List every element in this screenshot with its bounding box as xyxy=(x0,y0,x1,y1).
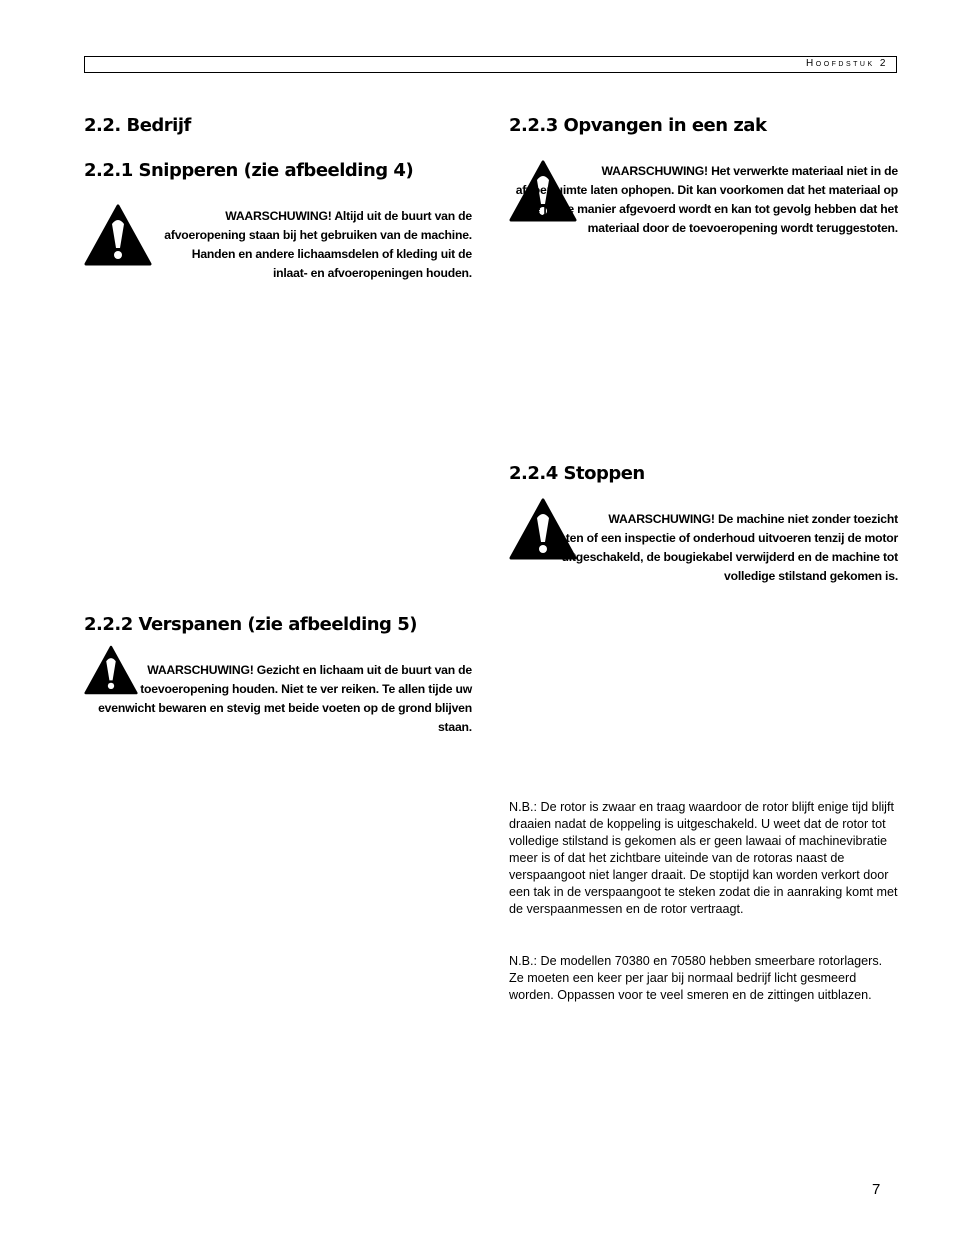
warning-icon xyxy=(84,204,152,266)
warning-text-verspanen: WAARSCHUWING! Gezicht en lichaam uit de buurt van de toevoeropening houden. Niet te ver reiken. Te allen tijde uw evenwicht bewaren en stevig met beide voeten op de grond blijven staan. xyxy=(98,663,472,734)
page-number: 7 xyxy=(872,1181,881,1198)
note-rotor-stop: N.B.: De rotor is zwaar en traag waardoor de rotor blijft enige tijd blijft draaien nadat de koppeling is uitgeschakeld. U weet dat de rotor tot volledige stilstand is gekomen als er geen lawaai of machinevibratie meer is of dat het zichtbare uiteinde van de rotoras naast de verspaangoot niet langer draait. De stoptijd kan worden verkort door een tak in de verspaangoot te steken zodat die in aanraking komt met de verspaanmessen en de rotor vertraagt. xyxy=(509,800,898,916)
section-heading-opvangen: 2.2.3 Opvangen in een zak xyxy=(509,115,767,136)
warning-text-stoppen: WAARSCHUWING! De machine niet zonder toezicht laten of een inspectie of onderhoud uitvoeren tenzij de motor uitgeschakeld, de bougiekabel verwijderd en de machine tot volledige stilstand gekomen is. xyxy=(556,512,898,583)
section-heading-snipperen: 2.2.1 Snipperen (zie afbeelding 4) xyxy=(84,160,414,181)
section-heading-verspanen: 2.2.2 Verspanen (zie afbeelding 5) xyxy=(84,614,417,635)
chapter-label: Hoofdstuk 2 xyxy=(806,58,888,69)
warning-text-snipperen: WAARSCHUWING! Altijd uit de buurt van de afvoeropening staan bij het gebruiken van de machine. Handen en andere lichaamsdelen of kleding uit de inlaat- en afvoeropeningen houden. xyxy=(164,209,472,280)
section-heading-bedrijf: 2.2. Bedrijf xyxy=(84,115,191,136)
chapter-header xyxy=(84,56,897,73)
section-heading-stoppen: 2.2.4 Stoppen xyxy=(509,463,645,484)
note-rotor-lubrication: N.B.: De modellen 70380 en 70580 hebben smeerbare rotorlagers. Ze moeten een keer per jaar bij normaal bedrijf licht gesmeerd worden. Oppassen voor te veel smeren en de zittingen uitblazen. xyxy=(509,954,883,1002)
warning-text-opvangen: WAARSCHUWING! Het verwerkte materiaal niet in de afvoerruimte laten ophopen. Dit kan voorkomen dat het materiaal op de juiste manier afgevoerd wordt en kan tot gevolg hebben dat het materiaal door de toevoeropening wordt teruggestoten. xyxy=(515,164,898,235)
